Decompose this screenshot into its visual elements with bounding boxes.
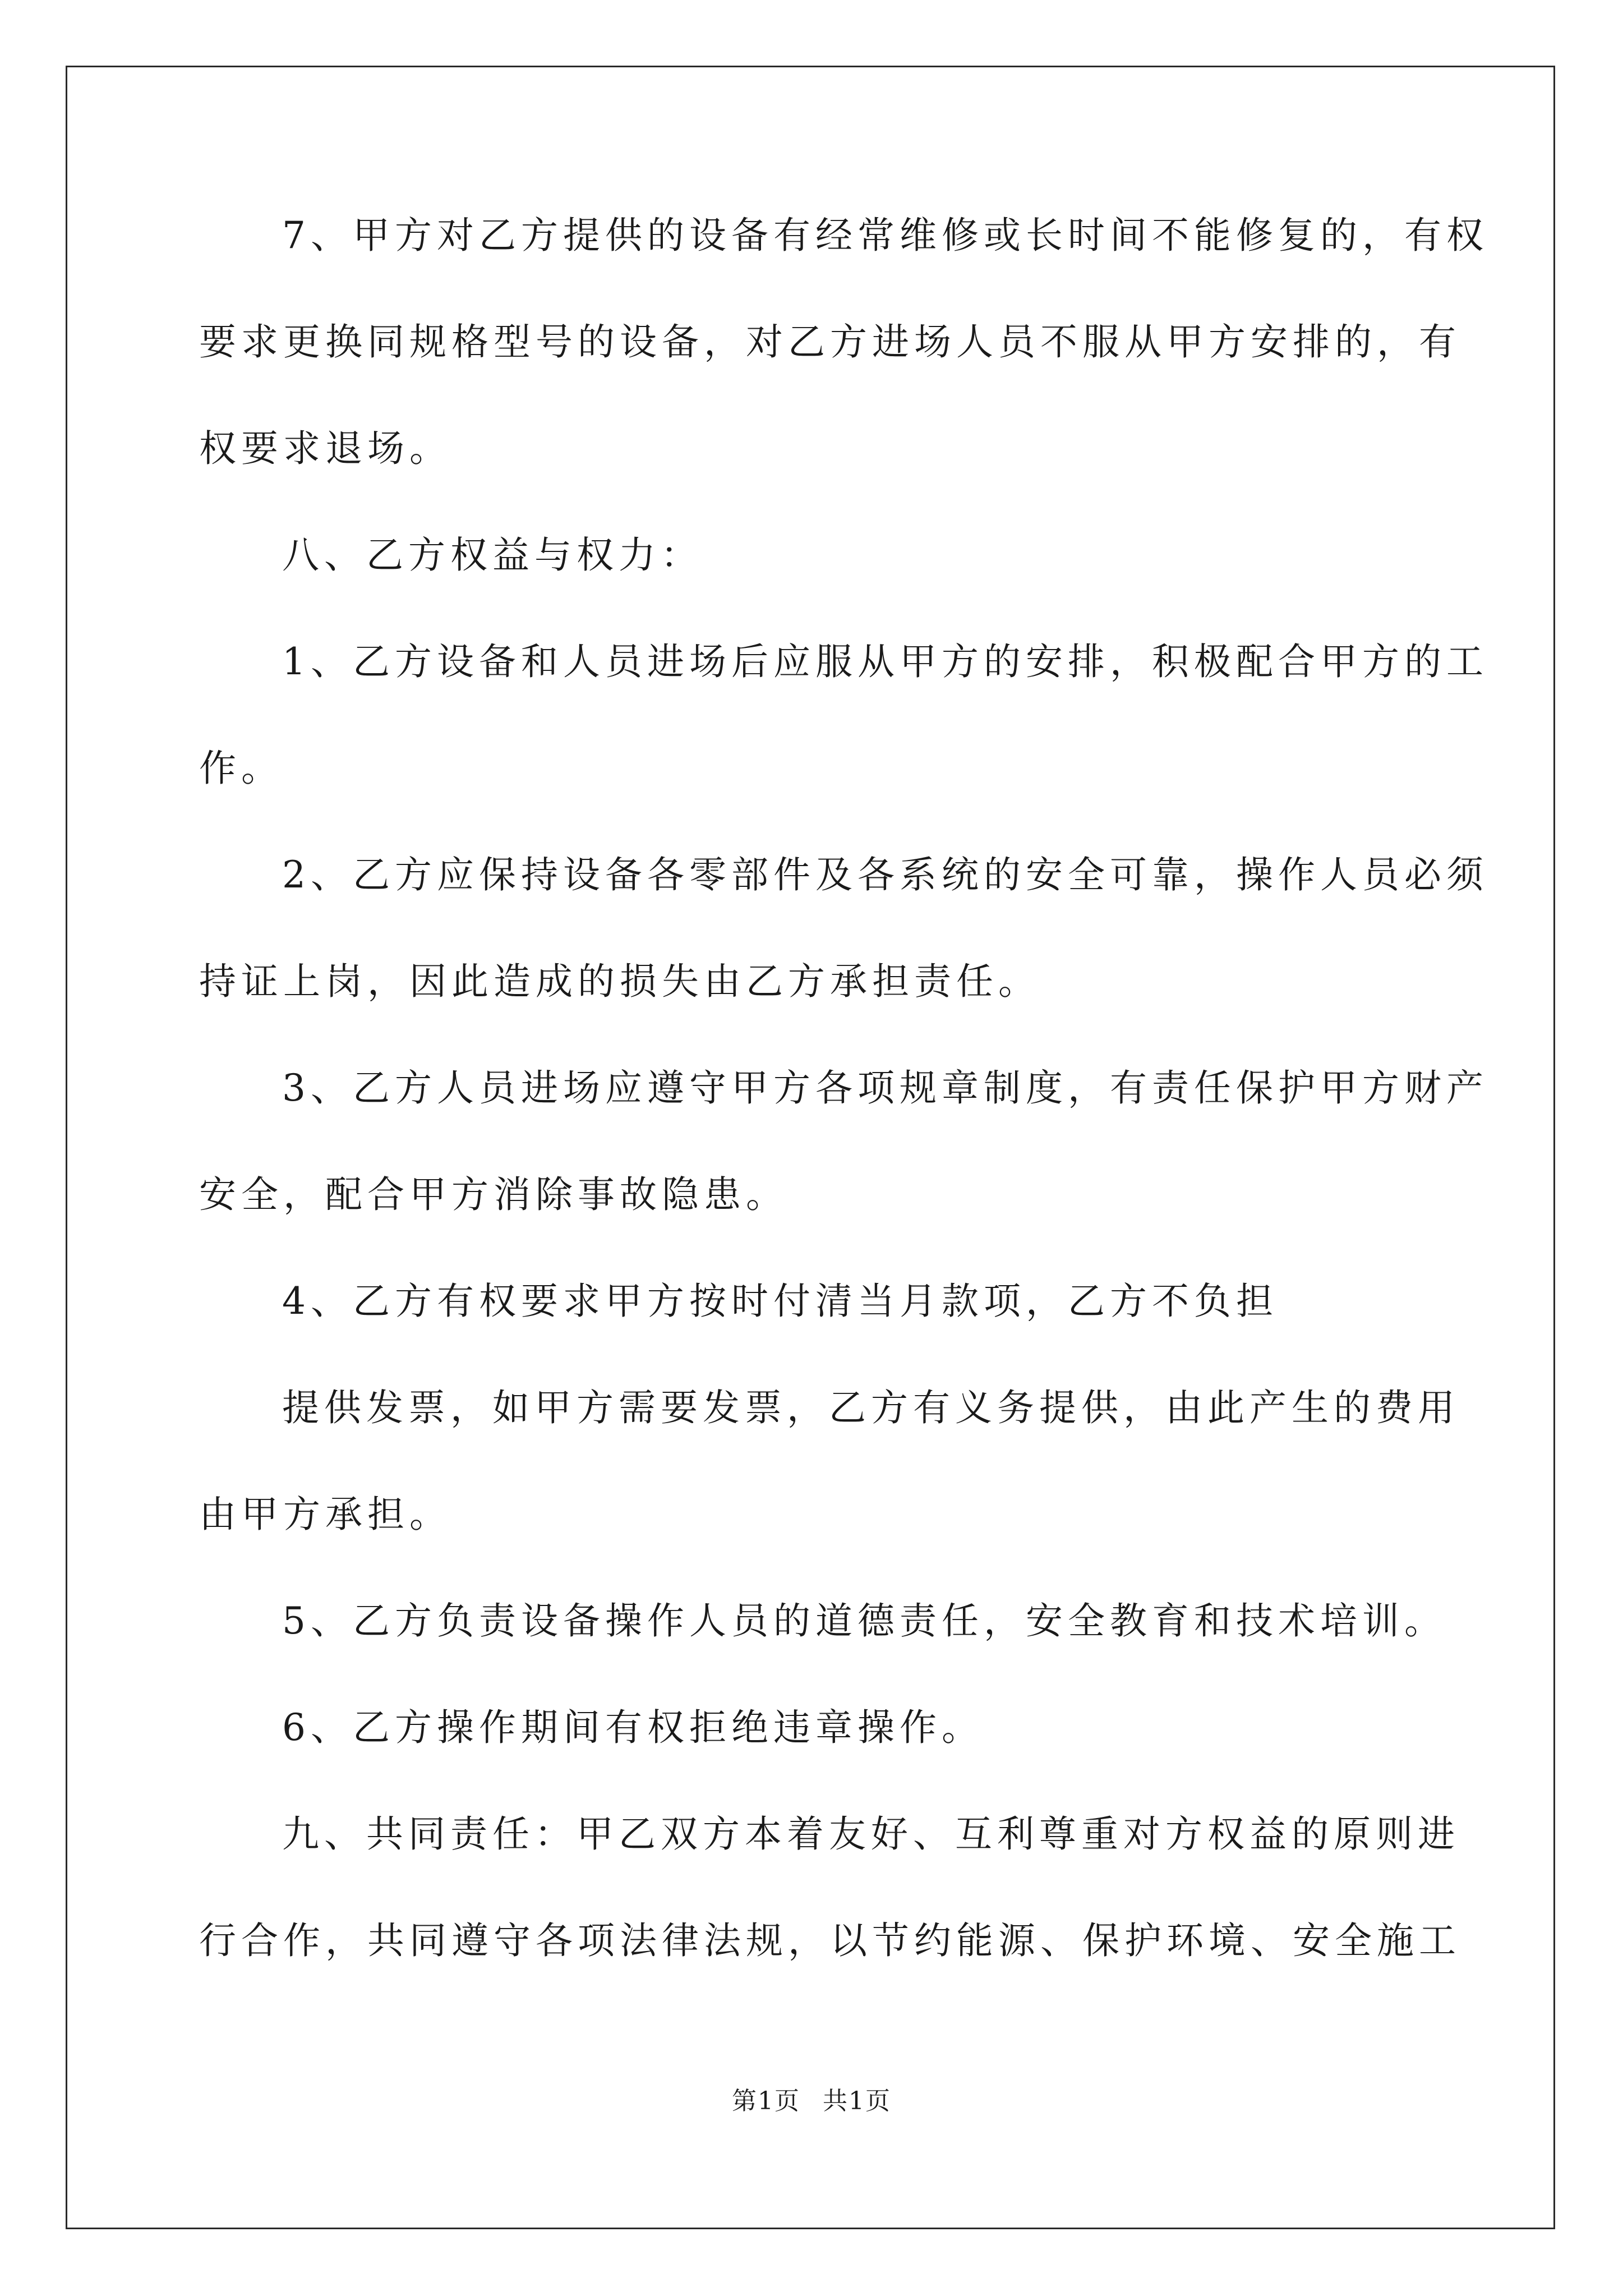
paragraph-line: 5、乙方负责设备操作人员的道德责任，安全教育和技术培训。 bbox=[282, 1599, 1446, 1642]
paragraph-line: 7、甲方对乙方提供的设备有经常维修或长时间不能修复的，有权 bbox=[282, 214, 1488, 257]
paragraph-line: 要求更换同规格型号的设备，对乙方进场人员不服从甲方安排的，有 bbox=[199, 320, 1461, 364]
paragraph-line: 安全，配合甲方消除事故隐患。 bbox=[199, 1173, 788, 1216]
page-total: 共1页 bbox=[823, 2087, 891, 2115]
paragraph-line: 4、乙方有权要求甲方按时付清当月款项，乙方不负担 bbox=[282, 1280, 1278, 1323]
page-border bbox=[66, 66, 1555, 2229]
paragraph-line: 提供发票，如甲方需要发票，乙方有义务提供，由此产生的费用 bbox=[282, 1386, 1460, 1429]
paragraph-line: 持证上岗，因此造成的损失由乙方承担责任。 bbox=[199, 960, 1040, 1003]
page-number: 第1页 bbox=[732, 2087, 800, 2115]
paragraph-line: 3、乙方人员进场应遵守甲方各项规章制度，有责任保护甲方财产 bbox=[282, 1066, 1488, 1110]
paragraph-line: 1、乙方设备和人员进场后应服从甲方的安排，积极配合甲方的工 bbox=[282, 640, 1488, 683]
paragraph-line: 行合作，共同遵守各项法律法规，以节约能源、保护环境、安全施工 bbox=[199, 1919, 1461, 1962]
page-footer bbox=[0, 2086, 1623, 2117]
paragraph-line: 权要求退场。 bbox=[199, 427, 451, 470]
paragraph-line: 6、乙方操作期间有权拒绝违章操作。 bbox=[282, 1706, 984, 1749]
paragraph-line: 2、乙方应保持设备各零部件及各系统的安全可靠，操作人员必须 bbox=[282, 853, 1488, 896]
section-heading: 八、乙方权益与权力： bbox=[282, 533, 703, 577]
paragraph-line: 由甲方承担。 bbox=[199, 1493, 451, 1536]
section-heading: 九、共同责任：甲乙双方本着友好、互利尊重对方权益的原则进 bbox=[282, 1812, 1460, 1856]
paragraph-line: 作。 bbox=[199, 747, 283, 790]
